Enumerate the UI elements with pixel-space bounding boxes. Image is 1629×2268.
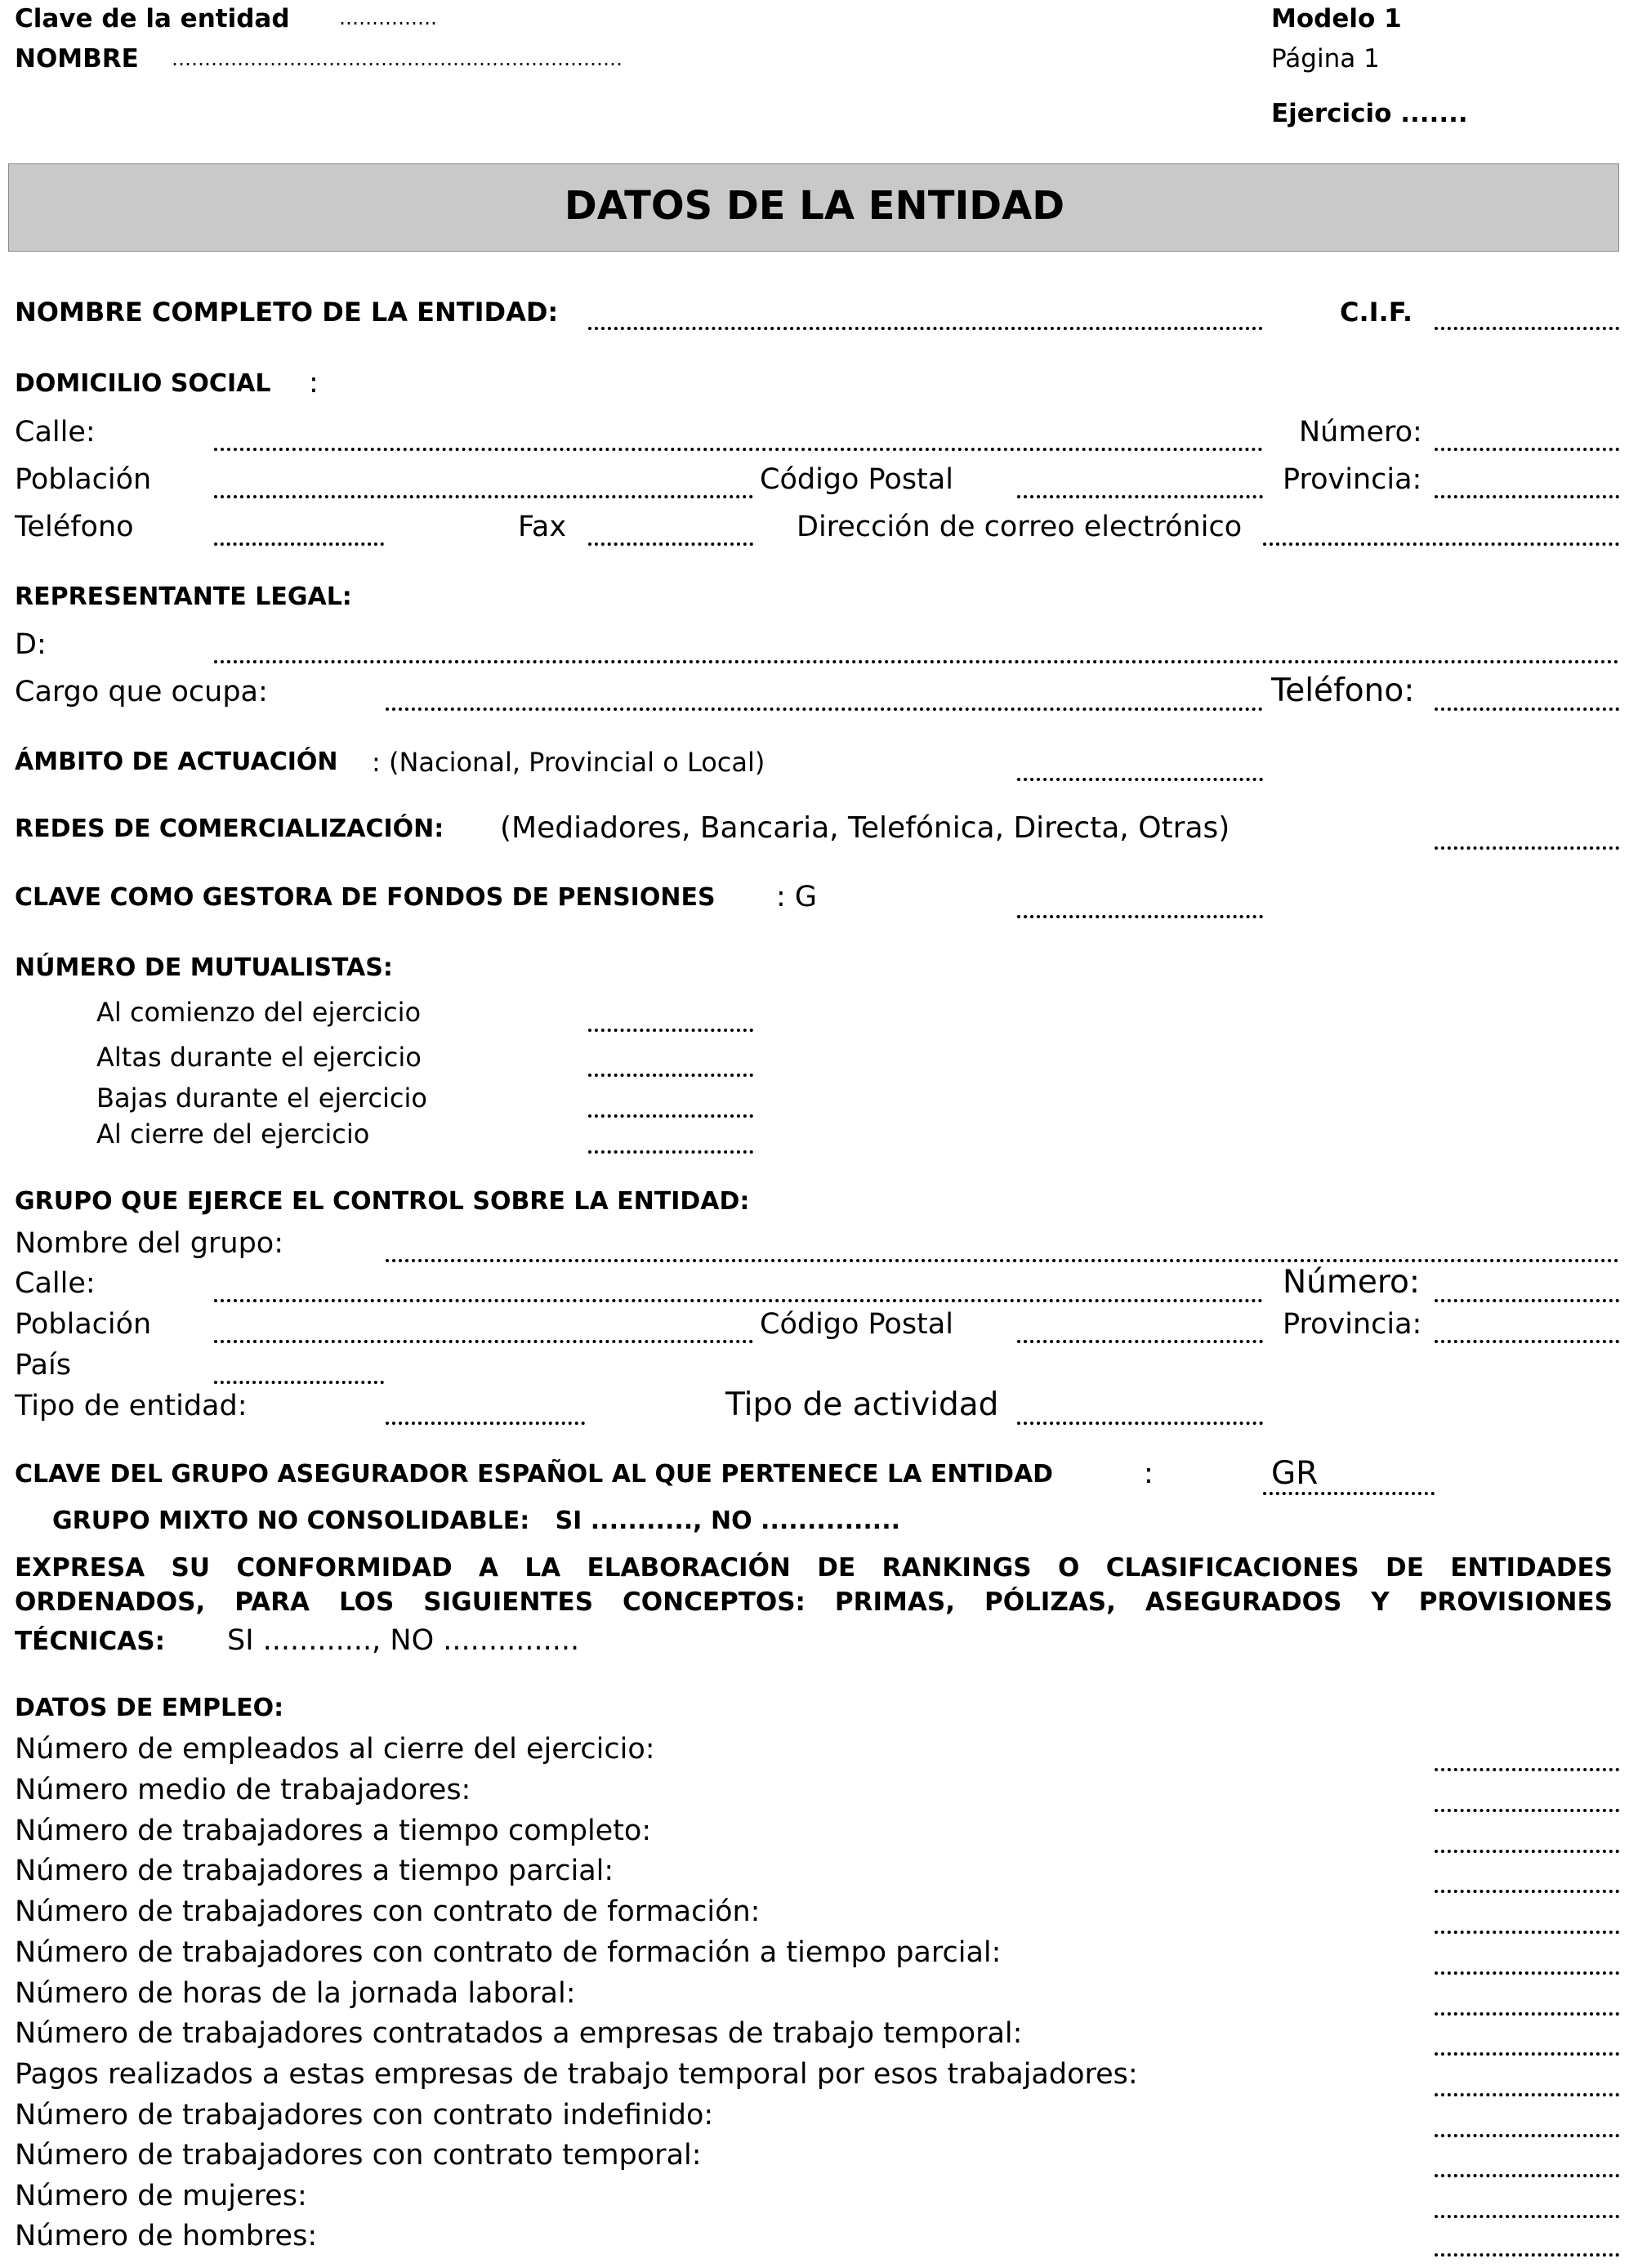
calle-field[interactable] <box>214 448 1263 451</box>
empleo-item: Pagos realizados a estas empresas de trabajo temporal por esos trabajadores: <box>15 2058 1138 2091</box>
ambito-heading: ÁMBITO DE ACTUACIÓN <box>15 748 338 776</box>
provincia-field[interactable] <box>1435 495 1619 498</box>
empleo-item: Número de horas de la jornada laboral: <box>15 1977 576 2010</box>
grupo-heading: GRUPO QUE EJERCE EL CONTROL SOBRE LA ENTIDAD: <box>15 1187 750 1216</box>
conformidad-si-no: SI ............, NO ............... <box>227 1624 580 1657</box>
email-label: Dirección de correo electrónico <box>797 511 1243 543</box>
grupo-codigo-postal-label: Código Postal <box>760 1308 953 1341</box>
empleo-field[interactable] <box>1435 1971 1619 1975</box>
empleo-field[interactable] <box>1435 2012 1619 2016</box>
tipo-actividad-label: Tipo de actividad <box>725 1386 999 1423</box>
mutualistas-field[interactable] <box>588 1029 753 1032</box>
clave-grupo-field[interactable] <box>1263 1492 1435 1495</box>
grupo-nombre-label: Nombre del grupo: <box>15 1227 283 1260</box>
grupo-poblacion-label: Población <box>15 1308 152 1341</box>
gestora-detail: : G <box>776 881 818 913</box>
empleo-field[interactable] <box>1435 1768 1619 1771</box>
empleo-item: Número de trabajadores con contrato temporal: <box>15 2139 702 2172</box>
cargo-label: Cargo que ocupa: <box>15 676 268 708</box>
grupo-calle-label: Calle: <box>15 1267 96 1300</box>
empleo-field[interactable] <box>1435 2052 1619 2056</box>
grupo-mixto-line: GRUPO MIXTO NO CONSOLIDABLE: SI ..........., NO ............... <box>52 1507 900 1535</box>
tipo-entidad-label: Tipo de entidad: <box>15 1390 248 1422</box>
domicilio-heading: DOMICILIO SOCIAL <box>15 369 271 398</box>
redes-field[interactable] <box>1435 846 1619 850</box>
empleo-heading: DATOS DE EMPLEO: <box>15 1694 284 1722</box>
ambito-field[interactable] <box>1017 778 1263 781</box>
grupo-numero-label: Número: <box>1283 1264 1421 1301</box>
page-title: DATOS DE LA ENTIDAD <box>564 183 1065 229</box>
grupo-nombre-field[interactable] <box>386 1259 1619 1262</box>
grupo-poblacion-field[interactable] <box>214 1340 753 1343</box>
grupo-numero-field[interactable] <box>1435 1299 1619 1302</box>
empleo-item: Número de hombres: <box>15 2220 318 2252</box>
mutualistas-heading: NÚMERO DE MUTUALISTAS: <box>15 953 393 982</box>
mutualistas-item: Bajas durante el ejercicio <box>96 1083 427 1114</box>
mutualistas-item: Altas durante el ejercicio <box>96 1042 422 1073</box>
grupo-provincia-field[interactable] <box>1435 1340 1619 1343</box>
clave-entidad-dots: …………… <box>339 7 437 29</box>
clave-grupo-gr: GR <box>1271 1455 1319 1492</box>
fax-label: Fax <box>518 511 567 543</box>
modelo-label: Modelo 1 <box>1271 4 1402 33</box>
empleo-field[interactable] <box>1435 2134 1619 2137</box>
ejercicio-label: Ejercicio ....... <box>1271 99 1468 128</box>
representante-heading: REPRESENTANTE LEGAL: <box>15 583 352 611</box>
redes-heading: REDES DE COMERCIALIZACIÓN: <box>15 815 444 843</box>
mutualistas-item: Al cierre del ejercicio <box>96 1118 370 1150</box>
conformidad-tecnicas: TÉCNICAS: <box>15 1627 166 1656</box>
grupo-codigo-postal-field[interactable] <box>1017 1340 1263 1343</box>
empleo-item: Número de trabajadores a tiempo parcial: <box>15 1855 614 1887</box>
grupo-provincia-label: Provincia: <box>1283 1308 1422 1341</box>
pagina-label: Página 1 <box>1271 44 1380 74</box>
cargo-field[interactable] <box>386 708 1263 711</box>
codigo-postal-field[interactable] <box>1017 495 1263 498</box>
redes-detail: (Mediadores, Bancaria, Telefónica, Directa, Otras) <box>500 811 1230 845</box>
ambito-detail: : (Nacional, Provincial o Local) <box>372 747 765 778</box>
codigo-postal-label: Código Postal <box>760 463 953 496</box>
conformidad-line-2: ORDENADOS, PARA LOS SIGUIENTES CONCEPTOS: PRIMAS, PÓLIZAS, ASEGURADOS Y PROVISIONES <box>15 1587 1613 1617</box>
nombre-completo-field[interactable] <box>588 327 1263 330</box>
telefono-field[interactable] <box>214 542 384 546</box>
empleo-item: Número de trabajadores contratados a empresas de trabajo temporal: <box>15 2017 1023 2050</box>
clave-entidad-label: Clave de la entidad <box>15 4 290 33</box>
empleo-field[interactable] <box>1435 2253 1619 2257</box>
empleo-item: Número medio de trabajadores: <box>15 1774 471 1806</box>
empleo-field[interactable] <box>1435 2174 1619 2177</box>
cif-label: C.I.F. <box>1340 297 1413 328</box>
grupo-pais-field[interactable] <box>214 1381 384 1384</box>
nombre-completo-label: NOMBRE COMPLETO DE LA ENTIDAD: <box>15 297 559 328</box>
numero-field[interactable] <box>1435 448 1619 451</box>
poblacion-field[interactable] <box>214 495 753 498</box>
empleo-field[interactable] <box>1435 1809 1619 1812</box>
mutualistas-field[interactable] <box>588 1150 753 1154</box>
empleo-field[interactable] <box>1435 1931 1619 1934</box>
gestora-heading: CLAVE COMO GESTORA DE FONDOS DE PENSIONES <box>15 883 716 912</box>
representante-d-field[interactable] <box>214 660 1619 663</box>
representante-d-label: D: <box>15 628 47 661</box>
grupo-pais-label: País <box>15 1349 71 1382</box>
tipo-actividad-field[interactable] <box>1017 1422 1263 1425</box>
calle-label: Calle: <box>15 416 96 449</box>
empleo-field[interactable] <box>1435 1850 1619 1853</box>
empleo-item: Número de empleados al cierre del ejercicio: <box>15 1733 655 1766</box>
mutualistas-field[interactable] <box>588 1074 753 1077</box>
empleo-item: Número de mujeres: <box>15 2180 307 2212</box>
mutualistas-field[interactable] <box>588 1114 753 1118</box>
conformidad-line-1: EXPRESA SU CONFORMIDAD A LA ELABORACIÓN DE RANKINGS O CLASIFICACIONES DE ENTIDADES <box>15 1553 1613 1583</box>
nombre-dots: …………………………………………………………… <box>172 47 623 70</box>
fax-field[interactable] <box>588 542 753 546</box>
provincia-label: Provincia: <box>1283 463 1422 496</box>
grupo-calle-field[interactable] <box>214 1299 1263 1302</box>
email-field[interactable] <box>1263 542 1619 546</box>
empleo-item: Número de trabajadores con contrato indefinido: <box>15 2099 714 2132</box>
nombre-label: NOMBRE <box>15 44 139 74</box>
empleo-item: Número de trabajadores con contrato de formación a tiempo parcial: <box>15 1936 1002 1969</box>
empleo-field[interactable] <box>1435 2093 1619 2096</box>
poblacion-label: Población <box>15 463 152 496</box>
tipo-entidad-field[interactable] <box>386 1422 585 1425</box>
empleo-field[interactable] <box>1435 1890 1619 1893</box>
numero-label: Número: <box>1299 416 1422 449</box>
empleo-item: Número de trabajadores a tiempo completo: <box>15 1815 652 1847</box>
clave-grupo-heading: CLAVE DEL GRUPO ASEGURADOR ESPAÑOL AL QUE PERTENECE LA ENTIDAD <box>15 1460 1054 1489</box>
cif-field[interactable] <box>1435 327 1619 330</box>
representante-telefono-field[interactable] <box>1435 708 1619 711</box>
empleo-field[interactable] <box>1435 2215 1619 2218</box>
mutualistas-item: Al comienzo del ejercicio <box>96 997 422 1028</box>
empleo-item: Número de trabajadores con contrato de formación: <box>15 1895 761 1928</box>
telefono-label: Teléfono <box>15 511 134 543</box>
representante-telefono-label: Teléfono: <box>1271 672 1415 709</box>
gestora-field[interactable] <box>1017 915 1263 918</box>
clave-grupo-colon: : <box>1144 1458 1154 1490</box>
domicilio-colon: : <box>309 367 319 400</box>
